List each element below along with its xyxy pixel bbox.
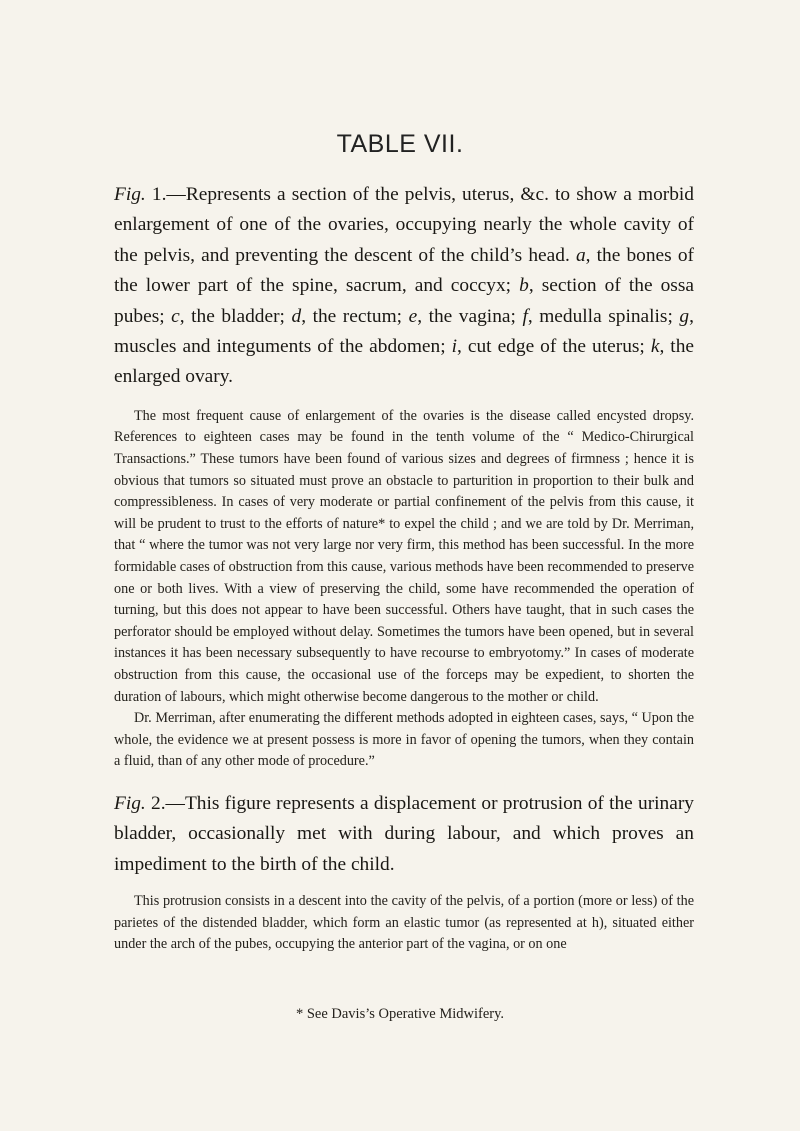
legend-text-b: , section of the ossa pubes; bbox=[114, 275, 694, 327]
fig1-description: 1.—Represents a section of the pelvis, uterus, &c. to show a morbid enlargement of one of the ovaries, occupying nearly the whole cavity of the pelvis, and preventing the descent of the child’s head. bbox=[114, 184, 694, 266]
legend-key-e: e bbox=[408, 305, 418, 327]
fig1-heading bbox=[114, 180, 694, 393]
legend-key-i: i bbox=[451, 336, 458, 358]
legend-text-f: , medulla spinalis; bbox=[527, 305, 680, 327]
legend-key-g: g bbox=[679, 305, 690, 327]
legend-text-k: , the enlarged ovary. bbox=[114, 336, 694, 388]
fig1-paragraph-1: The most frequent cause of enlargement of the ovaries is the disease called encysted dropsy. References to eighteen cases may be found in the tenth volume of the “ Medico-Chirurgical Transactions.” These tumors have been found of various sizes and degrees of firmness ; hence it is obvious that tumors so situated must prove an obstacle to parturition in proportion to their bulk and compressibleness. In cases of very moderate or partial confinement of the pelvis from this cause, it will be prudent to trust to the efforts of nature* to expel the child ; and we are told by Dr. Merriman, that “ where the tumor was not very large nor very firm, this method has been successful. In the more formidable cases of obstruction from this cause, various methods have been recommended to preserve one or both lives. With a view of preserving the child, some have recommended the operation of turning, but this does not appear to have been successful. Others have taught, that in such cases the perforator should be employed without delay. Sometimes the tumors have been opened, but in several instances it has been necessary subsequently to have recourse to embryotomy.” In cases of moderate obstruction from this cause, the occasional use of the forceps may be expedient, to shorten the duration of labours, which might otherwise become dangerous to the mother or child. bbox=[114, 407, 694, 705]
legend-key-c: c bbox=[171, 305, 180, 327]
page-content bbox=[114, 180, 694, 956]
legend-text-d: , the rectum; bbox=[301, 305, 409, 327]
legend-key-a: a bbox=[575, 244, 586, 266]
legend-key-d: d bbox=[291, 305, 302, 327]
fig1-paragraph-2: Dr. Merriman, after enumerating the different methods adopted in eighteen cases, says, “ Upon the whole, the evidence we at present possess is more in favor of opening the tumors, when they contain a fluid, than of any other mode of procedure.” bbox=[114, 710, 694, 770]
legend-text-e: , the vagina; bbox=[417, 305, 523, 327]
fig2-description: 2.—This figure represents a displacement or protrusion of the urinary bladder, occasionally met with during labour, and which proves an impediment to the birth of the child. bbox=[114, 792, 694, 875]
fig2-label: Fig. bbox=[114, 792, 146, 814]
footnote: * See Davis’s Operative Midwifery. bbox=[295, 1006, 505, 1022]
page-title: TABLE VII. bbox=[336, 130, 464, 158]
legend-text-a: , the bones of the lower part of the spine, sacrum, and coccyx; bbox=[114, 244, 694, 297]
fig1-label: Fig. bbox=[114, 184, 146, 205]
fig2-heading bbox=[114, 789, 694, 880]
legend-text-g: , muscles and integuments of the abdomen; bbox=[114, 305, 694, 358]
legend-key-b: b bbox=[519, 275, 529, 297]
legend-key-f: f bbox=[522, 305, 528, 327]
legend-text-c: , the bladder; bbox=[179, 305, 292, 327]
legend-key-k: k bbox=[650, 336, 660, 358]
fig2-paragraph: This protrusion consists in a descent into the cavity of the pelvis, of a portion (more or less) of the parietes of the distended bladder, which form an elastic tumor (as represented at h), situated either under the arch of the pubes, occupying the anterior part of the vagina, or on one bbox=[114, 893, 694, 953]
legend-text-i: , cut edge of the uterus; bbox=[457, 336, 651, 358]
